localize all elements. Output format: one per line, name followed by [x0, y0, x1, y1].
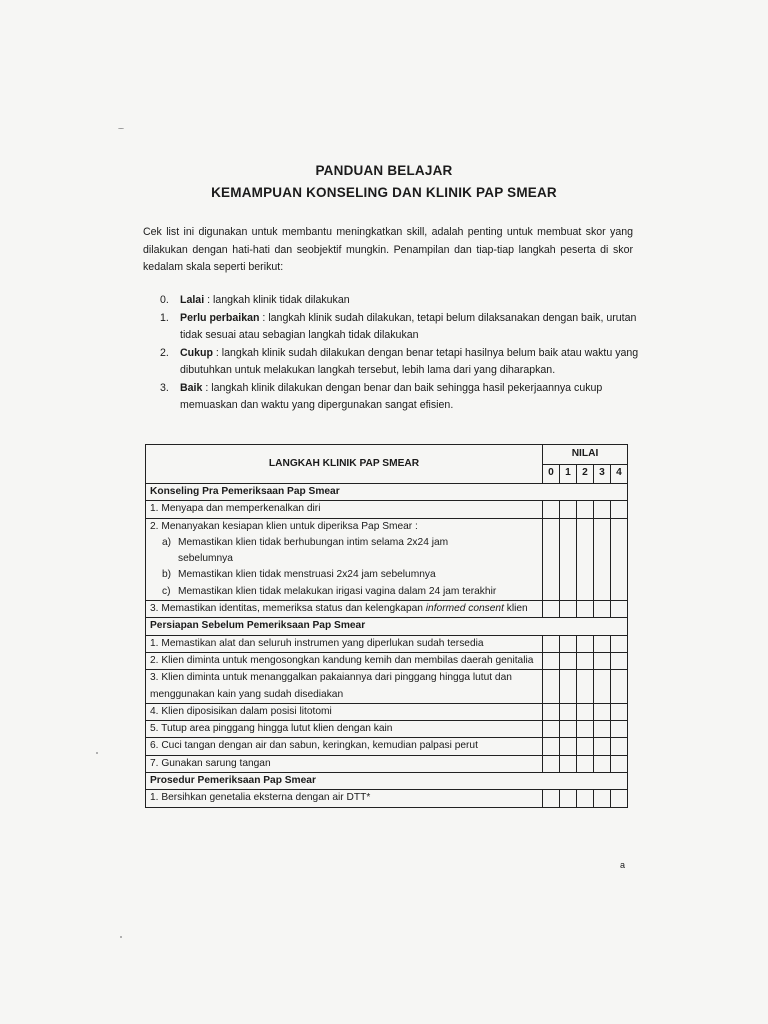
section-title: Konseling Pra Pemeriksaan Pap Smear	[146, 484, 628, 501]
score-cell[interactable]	[560, 721, 577, 738]
score-cell[interactable]	[543, 790, 560, 807]
score-cell[interactable]	[577, 601, 594, 618]
header-score-3: 3	[594, 465, 611, 484]
header-step: LANGKAH KLINIK PAP SMEAR	[146, 445, 543, 484]
score-cell[interactable]	[543, 755, 560, 772]
score-cell[interactable]	[577, 652, 594, 669]
sub-step-c	[150, 584, 538, 600]
scale-number: 0.	[160, 294, 169, 306]
table-row	[146, 738, 628, 755]
score-cell[interactable]	[611, 601, 628, 618]
score-cell[interactable]	[560, 652, 577, 669]
checklist-table	[145, 444, 628, 808]
score-cell[interactable]	[594, 790, 611, 807]
score-cell[interactable]	[611, 652, 628, 669]
score-cell[interactable]	[577, 703, 594, 720]
sub-label: a)	[162, 536, 172, 548]
score-cell[interactable]	[594, 670, 611, 704]
header-score-0: 0	[543, 465, 560, 484]
scale-number: 3.	[160, 381, 169, 394]
step-text: 2. Klien diminta untuk mengosongkan kandung kemih dan membilas daerah genitalia	[146, 652, 543, 669]
doc-title-line1: PANDUAN BELAJAR	[315, 163, 453, 178]
section-title: Persiapan Sebelum Pemeriksaan Pap Smear	[146, 618, 628, 635]
scale-item-3	[143, 380, 643, 415]
table-row	[146, 721, 628, 738]
score-cell[interactable]	[560, 703, 577, 720]
step-text: 3. Klien diminta untuk menanggalkan pakaiannya dari pinggang hingga lutut dan menggunakan kain yang sudah disediakan	[146, 670, 543, 704]
step-text-part: 3. Memastikan identitas, memeriksa status dan kelengkapan	[150, 603, 426, 615]
scale-desc: : langkah klinik sudah dilakukan dengan benar tetapi hasilnya belum baik atau waktu yang dibutuhkan untuk melakukan langkah tersebut, lebih lama dari yang diharapkan.	[180, 346, 639, 376]
section-row	[146, 618, 628, 635]
score-cell[interactable]	[560, 601, 577, 618]
score-cell[interactable]	[560, 790, 577, 807]
score-cell[interactable]	[577, 635, 594, 652]
scale-term: Lalai	[180, 294, 205, 306]
score-cell[interactable]	[611, 721, 628, 738]
sub-step-a	[150, 535, 538, 568]
header-score-1: 1	[560, 465, 577, 484]
header-score-2: 2	[577, 465, 594, 484]
score-cell[interactable]	[611, 755, 628, 772]
table-row	[146, 703, 628, 720]
score-cell[interactable]	[560, 501, 577, 518]
table-row	[146, 601, 628, 618]
scale-term: Cukup	[180, 346, 213, 359]
step-text-part: klien	[503, 603, 528, 615]
intro-paragraph: Cek list ini digunakan untuk membantu meningkatkan skill, adalah penting untuk membuat skor yang dilakukan dengan hati-hati dan seobjektif mungkin. Penampilan dan tiap-tiap langkah peserta di skor kedalam skala seperti berikut:	[143, 226, 633, 273]
section-title: Prosedur Pemeriksaan Pap Smear	[146, 773, 628, 790]
score-cell[interactable]	[577, 790, 594, 807]
sub-label: b)	[162, 569, 172, 581]
score-cell[interactable]	[543, 501, 560, 518]
score-cell[interactable]	[611, 670, 628, 704]
score-cell[interactable]	[611, 738, 628, 755]
sub-text: Memastikan klien tidak menstruasi 2x24 jam sebelumnya	[178, 569, 436, 581]
score-cell[interactable]	[543, 670, 560, 704]
table-row	[146, 501, 628, 518]
score-cell[interactable]	[543, 635, 560, 652]
step-text-group	[146, 518, 543, 600]
header-score-4: 4	[611, 465, 628, 484]
step-text: 1. Bersihkan genetalia eksterna dengan air DTT*	[146, 790, 543, 807]
scale-number: 2.	[160, 346, 169, 359]
section-row	[146, 773, 628, 790]
score-cell[interactable]	[594, 755, 611, 772]
table-row	[146, 652, 628, 669]
scale-item-1	[143, 310, 643, 345]
table-row	[146, 518, 628, 600]
score-cell[interactable]	[543, 703, 560, 720]
scale-term: Perlu perbaikan	[180, 311, 260, 324]
score-cell[interactable]	[543, 601, 560, 618]
score-cell[interactable]	[560, 635, 577, 652]
table-row	[146, 635, 628, 652]
score-cell[interactable]	[594, 652, 611, 669]
score-cell[interactable]	[594, 703, 611, 720]
step-text: 6. Cuci tangan dengan air dan sabun, keringkan, kemudian palpasi perut	[146, 738, 543, 755]
scale-list	[143, 292, 643, 415]
score-cell[interactable]	[577, 721, 594, 738]
score-cell[interactable]	[543, 518, 560, 600]
score-cell[interactable]	[543, 738, 560, 755]
sub-text: Memastikan klien tidak berhubungan intim selama 2x24 jam sebelumnya	[178, 536, 449, 565]
step-text-emphasis: informed consent	[425, 603, 504, 615]
scale-item-0	[143, 292, 643, 310]
score-cell[interactable]	[594, 601, 611, 618]
score-cell[interactable]	[611, 790, 628, 807]
score-cell[interactable]	[577, 670, 594, 704]
score-cell[interactable]	[577, 738, 594, 755]
score-cell[interactable]	[560, 518, 577, 600]
scan-speck	[96, 752, 98, 754]
table-row	[146, 670, 628, 704]
step-text: 1. Menyapa dan memperkenalkan diri	[146, 501, 543, 518]
score-cell[interactable]	[594, 501, 611, 518]
table-row	[146, 790, 628, 807]
step-text: 5. Tutup area pinggang hingga lutut klien dengan kain	[146, 721, 543, 738]
step-text: 4. Klien diposisikan dalam posisi litotomi	[146, 703, 543, 720]
score-cell[interactable]	[560, 738, 577, 755]
step-text	[146, 601, 543, 618]
score-cell[interactable]	[577, 501, 594, 518]
step-text: 7. Gunakan sarung tangan	[146, 755, 543, 772]
score-cell[interactable]	[560, 670, 577, 704]
score-cell[interactable]	[611, 703, 628, 720]
score-cell[interactable]	[543, 652, 560, 669]
sub-text: Memastikan klien tidak melakukan irigasi vagina dalam 24 jam terakhir	[178, 585, 497, 597]
table-row	[146, 755, 628, 772]
step-text: 2. Menanyakan kesiapan klien untuk diperiksa Pap Smear :	[150, 520, 418, 532]
score-cell[interactable]	[594, 518, 611, 600]
scale-term: Baik	[180, 381, 203, 394]
step-text: 1. Memastikan alat dan seluruh instrumen yang diperlukan sudah tersedia	[146, 635, 543, 652]
scan-speck	[118, 128, 124, 129]
scale-number: 1.	[160, 311, 169, 324]
scale-desc: : langkah klinik sudah dilakukan, tetapi belum dilaksanakan dengan baik, urutan tidak sesuai atau sebagian langkah tidak dilakukan	[180, 311, 637, 341]
sub-label: c)	[162, 585, 171, 597]
score-cell[interactable]	[611, 635, 628, 652]
scale-desc: : langkah klinik dilakukan dengan benar dan baik sehingga hasil pekerjaannya cukup memuaskan dan waktu yang dipergunakan sangat efisien.	[180, 381, 603, 411]
scan-speck	[120, 936, 122, 938]
sub-step-b	[150, 567, 538, 583]
score-cell[interactable]	[577, 518, 594, 600]
header-nilai: NILAI	[543, 445, 628, 465]
score-cell[interactable]	[594, 738, 611, 755]
score-cell[interactable]	[594, 721, 611, 738]
doc-title-line2: KEMAMPUAN KONSELING DAN KLINIK PAP SMEAR	[211, 185, 557, 200]
score-cell[interactable]	[577, 755, 594, 772]
score-cell[interactable]	[543, 721, 560, 738]
score-cell[interactable]	[560, 755, 577, 772]
scale-desc: : langkah klinik tidak dilakukan	[204, 294, 350, 306]
section-row	[146, 484, 628, 501]
score-cell[interactable]	[594, 635, 611, 652]
page-corner-mark: a	[620, 860, 626, 870]
scale-item-2	[143, 345, 643, 380]
score-cell[interactable]	[611, 518, 628, 600]
score-cell[interactable]	[611, 501, 628, 518]
